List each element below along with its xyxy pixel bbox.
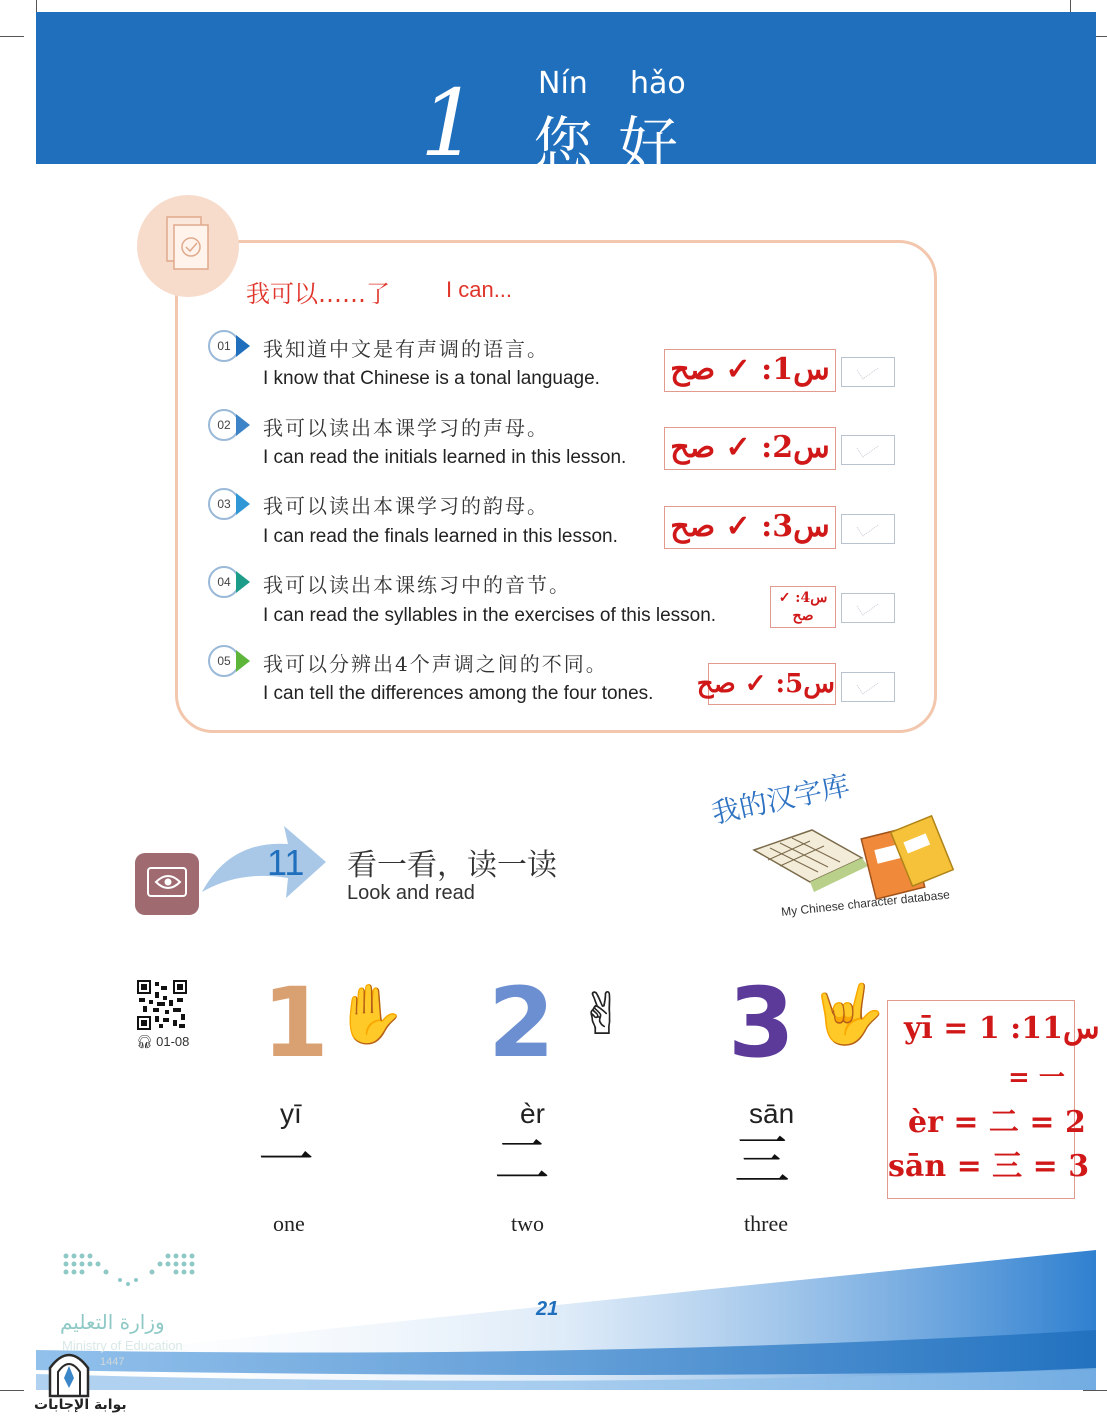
title-char-1: 您 xyxy=(533,111,607,181)
objective-en: I can read the syllables in the exercises of this lesson. xyxy=(263,605,717,626)
crop-mark xyxy=(0,36,24,37)
digit-three: 3 xyxy=(728,967,795,1079)
section-number: 11 xyxy=(267,842,305,883)
objective-zh: 我知道中文是有声调的语言。 xyxy=(263,337,549,361)
ican-heading-zh: 我可以……了 xyxy=(246,280,390,308)
answer-11-line-1: yī = 1 :11س xyxy=(904,1011,1100,1046)
title-pinyin-1: Nín xyxy=(538,66,588,101)
hanzi-three: 三 xyxy=(734,1129,790,1194)
objective-zh: 我可以读出本课学习的声母。 xyxy=(263,416,549,440)
answer-11-line-4: sān = 三 = 3 xyxy=(888,1149,1090,1184)
objective-zh: 我可以读出本课学习的韵母。 xyxy=(263,494,549,518)
arrow-right-icon xyxy=(236,650,250,672)
database-title-zh: 我的汉字库 xyxy=(708,768,853,831)
objective-number: 02 xyxy=(208,409,240,441)
arrow-right-icon xyxy=(236,414,250,436)
pinyin-one: yī xyxy=(280,1098,302,1129)
answer-box: س2: ✓ صح xyxy=(664,427,836,470)
objective-number: 03 xyxy=(208,488,240,520)
answer-11-line-2: = 一 xyxy=(1008,1063,1065,1093)
page-number: 21 xyxy=(536,1298,559,1320)
self-check-box[interactable] xyxy=(841,593,895,623)
answer-box: س5: ✓ صح xyxy=(708,663,836,705)
pinyin-three: sān xyxy=(749,1098,795,1129)
section-arrow-icon xyxy=(200,822,330,902)
answer-box: س4: ✓ صح xyxy=(770,586,836,628)
answer-box: س1: ✓ صح xyxy=(664,349,836,392)
headphones-icon: 🎧︎ xyxy=(136,1034,153,1049)
section-title-en: Look and read xyxy=(347,882,475,904)
objective-number: 05 xyxy=(208,645,240,677)
watch-button[interactable] xyxy=(135,853,199,915)
answer-11-line-3: èr = 二 = 2 xyxy=(908,1105,1086,1140)
english-two: two xyxy=(511,1211,544,1236)
self-check-box[interactable] xyxy=(841,672,895,702)
document-check-icon xyxy=(163,215,215,275)
objective-en: I can tell the differences among the four tones. xyxy=(263,683,654,704)
hand-one-icon: ✋ xyxy=(334,980,407,1048)
qr-code[interactable] xyxy=(137,980,187,1030)
pinyin-two: èr xyxy=(520,1098,545,1129)
objective-en: I can read the initials learned in this lesson. xyxy=(263,447,627,468)
hanzi-two: 二 xyxy=(494,1129,550,1194)
objective-zh: 我可以读出本课练习中的音节。 xyxy=(263,573,571,597)
objective-en: I know that Chinese is a tonal language. xyxy=(263,368,600,389)
ministry-logo-icon xyxy=(62,1252,196,1298)
database-title-en: My Chinese character database xyxy=(780,887,951,919)
ministry-year: 1447 xyxy=(100,1356,125,1368)
objective-number: 04 xyxy=(208,566,240,598)
ministry-name-ar: وزارة التعليم xyxy=(60,1310,165,1334)
answer-box: س3: ✓ صح xyxy=(664,506,836,549)
self-check-box[interactable] xyxy=(841,357,895,387)
audio-track-label: 01-08 xyxy=(156,1034,190,1049)
ican-badge xyxy=(137,195,239,297)
objective-zh: 我可以分辨出4个声调之间的不同。 xyxy=(263,652,608,676)
audio-track[interactable] xyxy=(136,1034,189,1050)
arrow-right-icon xyxy=(236,571,250,593)
title-char-2: 好 xyxy=(618,111,692,181)
arrow-right-icon xyxy=(236,335,250,357)
lesson-number: 1 xyxy=(420,70,479,177)
objective-en: I can read the finals learned in this lesson. xyxy=(263,526,618,547)
arrow-right-icon xyxy=(236,493,250,515)
hanzi-one: 一 xyxy=(258,1129,314,1194)
ministry-name-en: Ministry of Education xyxy=(62,1338,183,1353)
answer-box-11 xyxy=(887,1000,1100,1199)
hand-three-icon: 🤟 xyxy=(812,980,885,1048)
self-check-box[interactable] xyxy=(841,435,895,465)
ican-heading-en: I can... xyxy=(446,277,513,302)
section-title-zh: 看一看，读一读 xyxy=(347,848,557,883)
digit-one: 1 xyxy=(262,967,329,1079)
english-one: one xyxy=(273,1211,305,1236)
hand-two-icon: ✌ xyxy=(578,980,627,1048)
objective-number: 01 xyxy=(208,330,240,362)
self-check-box[interactable] xyxy=(841,514,895,544)
title-pinyin-2: hǎo xyxy=(630,66,686,101)
digit-two: 2 xyxy=(488,967,555,1079)
portal-name: بوابة الإجابات xyxy=(34,1397,127,1413)
eye-icon xyxy=(147,867,187,897)
portal-logo-icon xyxy=(46,1348,92,1398)
english-three: three xyxy=(744,1211,788,1236)
